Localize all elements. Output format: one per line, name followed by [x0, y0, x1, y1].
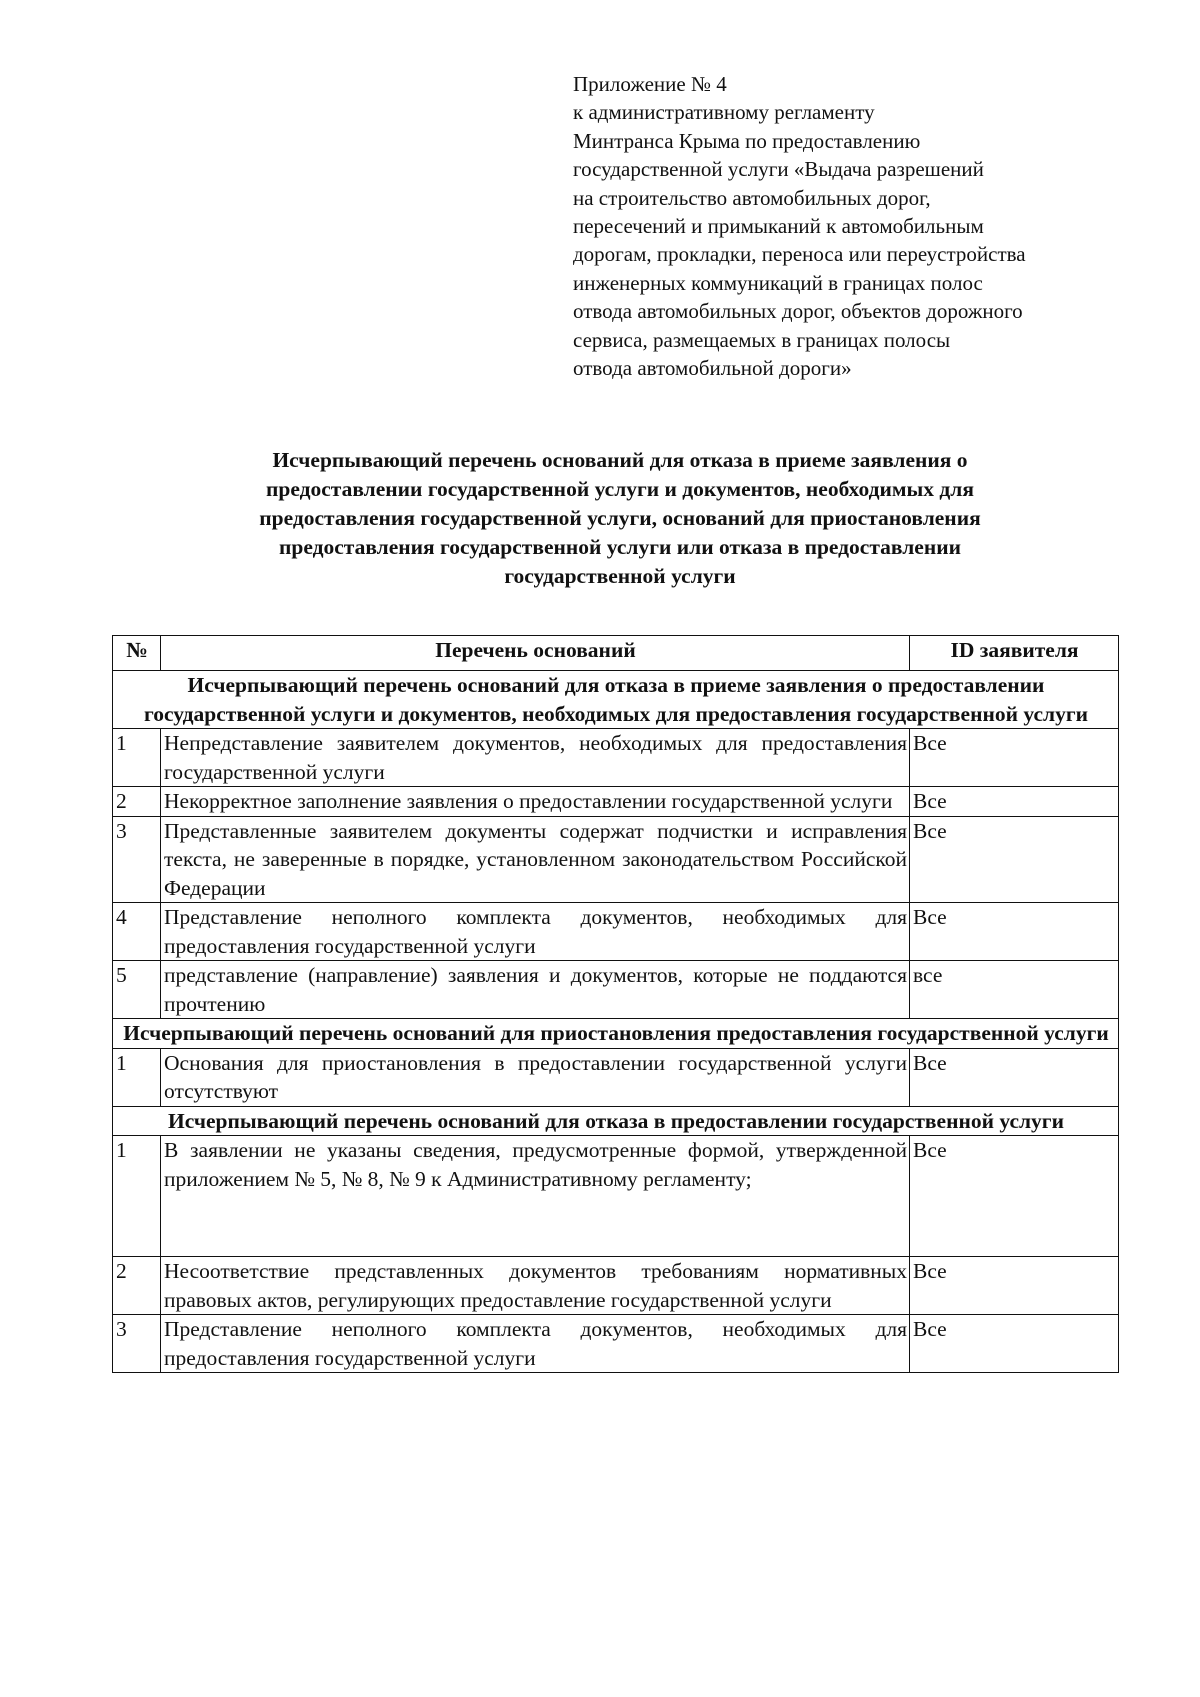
section-title: Исчерпывающий перечень оснований для отказа в приеме заявления о предоставлении государственной услуги и документов, необходимых для предоставления государственной услуги — [113, 671, 1119, 729]
table-row — [113, 961, 1119, 1019]
document-title — [120, 446, 1120, 591]
row-ground: В заявлении не указаны сведения, предусмотренные формой, утвержденной приложением № 5, № 8, № 9 к Административному регламенту; — [161, 1136, 910, 1257]
appendix-line: Минтранса Крыма по предоставлению — [573, 128, 921, 153]
row-ground: Несоответствие представленных документов требованиям нормативных правовых актов, регулирующих предоставление государственной услуги — [161, 1257, 910, 1315]
row-applicant-id: Все — [910, 816, 1119, 903]
section-row — [113, 1019, 1119, 1049]
row-ground: Основания для приостановления в предоставлении государственной услуги отсутствуют — [161, 1048, 910, 1106]
row-ground: Представленные заявителем документы содержат подчистки и исправления текста, не заверенные в порядке, установленном законодательством Российской Федерации — [161, 816, 910, 903]
title-line: государственной услуги — [504, 564, 736, 588]
appendix-line: на строительство автомобильных дорог, — [573, 185, 931, 210]
row-number: 1 — [113, 1048, 161, 1106]
table-row — [113, 903, 1119, 961]
row-number: 4 — [113, 903, 161, 961]
row-applicant-id: Все — [910, 787, 1119, 817]
appendix-line: отвода автомобильных дорог, объектов дорожного — [573, 299, 1023, 324]
row-applicant-id: все — [910, 961, 1119, 1019]
row-applicant-id: Все — [910, 729, 1119, 787]
table-row — [113, 1136, 1119, 1257]
appendix-line: пересечений и примыканий к автомобильным — [573, 214, 984, 239]
row-applicant-id: Все — [910, 1048, 1119, 1106]
row-number: 3 — [113, 1315, 161, 1373]
row-applicant-id: Все — [910, 1136, 1119, 1257]
appendix-line: отвода автомобильной дороги» — [573, 356, 852, 381]
section-row — [113, 671, 1119, 729]
section-row — [113, 1106, 1119, 1136]
row-number: 3 — [113, 816, 161, 903]
header-applicant-id: ID заявителя — [910, 636, 1119, 671]
appendix-line: государственной услуги «Выдача разрешений — [573, 157, 984, 182]
row-ground: Некорректное заполнение заявления о предоставлении государственной услуги — [161, 787, 910, 817]
section-title: Исчерпывающий перечень оснований для приостановления предоставления государственной услуги — [113, 1019, 1119, 1049]
row-applicant-id: Все — [910, 1257, 1119, 1315]
row-number: 1 — [113, 1136, 161, 1257]
title-line: предоставления государственной услуги, оснований для приостановления — [259, 506, 981, 530]
grounds-table — [112, 635, 1119, 1373]
table-row — [113, 1315, 1119, 1373]
header-grounds: Перечень оснований — [161, 636, 910, 671]
row-ground: Представление неполного комплекта документов, необходимых для предоставления государственной услуги — [161, 903, 910, 961]
row-number: 2 — [113, 787, 161, 817]
appendix-line: сервиса, размещаемых в границах полосы — [573, 327, 951, 352]
row-ground: представление (направление) заявления и документов, которые не поддаются прочтению — [161, 961, 910, 1019]
table-row — [113, 1257, 1119, 1315]
row-applicant-id: Все — [910, 903, 1119, 961]
title-line: Исчерпывающий перечень оснований для отказа в приеме заявления о — [272, 448, 968, 472]
table-row — [113, 787, 1119, 817]
appendix-line: Приложение № 4 — [573, 72, 727, 96]
row-ground: Представление неполного комплекта документов, необходимых для предоставления государственной услуги — [161, 1315, 910, 1373]
table-row — [113, 1048, 1119, 1106]
section-title: Исчерпывающий перечень оснований для отказа в предоставлении государственной услуги — [113, 1106, 1119, 1136]
title-line: предоставления государственной услуги или отказа в предоставлении — [278, 535, 962, 559]
appendix-line: к административному регламенту — [573, 100, 875, 125]
row-number: 2 — [113, 1257, 161, 1315]
header-num: № — [113, 636, 161, 671]
row-number: 1 — [113, 729, 161, 787]
table-header-row — [113, 636, 1119, 671]
appendix-line: инженерных коммуникаций в границах полос — [573, 270, 983, 295]
row-ground: Непредставление заявителем документов, необходимых для предоставления государственной услуги — [161, 729, 910, 787]
row-number: 5 — [113, 961, 161, 1019]
row-applicant-id: Все — [910, 1315, 1119, 1373]
table-row — [113, 729, 1119, 787]
title-line: предоставлении государственной услуги и документов, необходимых для — [266, 477, 974, 501]
appendix-note — [573, 70, 1113, 382]
appendix-line: дорогам, прокладки, переноса или переустройства — [573, 242, 1026, 267]
table-row — [113, 816, 1119, 903]
